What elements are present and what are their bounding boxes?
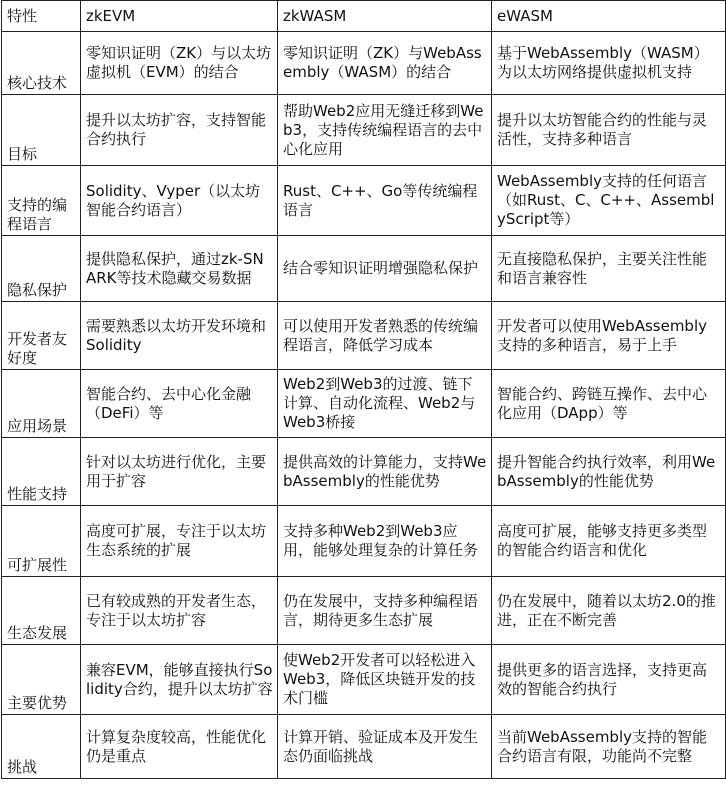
cell-zkevm: 提供隐私保护，通过zk-SNARK等技术隐藏交易数据	[81, 236, 278, 302]
cell-zkwasm: 支持多种Web2到Web3应用，能够处理复杂的计算任务	[278, 506, 492, 577]
cell-ewasm: 当前WebAssembly支持的智能合约语言有限，功能尚不完整	[492, 715, 726, 779]
cell-zkwasm: 结合零知识证明增强隐私保护	[278, 236, 492, 302]
cell-zkevm: 提升以太坊扩容，支持智能合约执行	[81, 95, 278, 166]
cell-zkwasm: 计算开销、验证成本及开发生态仍面临挑战	[278, 715, 492, 779]
cell-zkwasm: 仍在发展中，支持多种编程语言，期待更多生态扩展	[278, 577, 492, 645]
header-ewasm: eWASM	[492, 1, 726, 32]
cell-zkwasm: 帮助Web2应用无缝迁移到Web3，支持传统编程语言的去中心化应用	[278, 95, 492, 166]
row-label: 应用场景	[2, 370, 81, 438]
cell-zkevm: 智能合约、去中心化金融（DeFi）等	[81, 370, 278, 438]
table-row	[2, 370, 726, 438]
header-feature: 特性	[2, 1, 81, 32]
cell-zkwasm: 提供高效的计算能力，支持WebAssembly的性能优势	[278, 438, 492, 506]
header-zkwasm: zkWASM	[278, 1, 492, 32]
comparison-table	[1, 0, 726, 779]
table-row	[2, 166, 726, 236]
cell-zkwasm: Rust、C++、Go等传统编程语言	[278, 166, 492, 236]
cell-zkwasm: Web2到Web3的过渡、链下计算、自动化流程、Web2与Web3桥接	[278, 370, 492, 438]
cell-ewasm: 提供更多的语言选择，支持更高效的智能合约执行	[492, 645, 726, 715]
cell-ewasm: 无直接隐私保护，主要关注性能和语言兼容性	[492, 236, 726, 302]
cell-zkevm: 已有较成熟的开发者生态，专注于以太坊扩容	[81, 577, 278, 645]
table-row	[2, 715, 726, 779]
cell-zkwasm: 零知识证明（ZK）与WebAssembly（WASM）的结合	[278, 32, 492, 95]
table-row	[2, 32, 726, 95]
table-row	[2, 645, 726, 715]
table-row	[2, 506, 726, 577]
table-row	[2, 95, 726, 166]
cell-zkwasm: 可以使用开发者熟悉的传统编程语言，降低学习成本	[278, 302, 492, 370]
table-row	[2, 577, 726, 645]
cell-zkevm: 零知识证明（ZK）与以太坊虚拟机（EVM）的结合	[81, 32, 278, 95]
row-label: 开发者友好度	[2, 302, 81, 370]
row-label: 支持的编程语言	[2, 166, 81, 236]
row-label: 隐私保护	[2, 236, 81, 302]
table-row	[2, 236, 726, 302]
row-label: 核心技术	[2, 32, 81, 95]
cell-zkevm: 计算复杂度较高，性能优化仍是重点	[81, 715, 278, 779]
cell-zkevm: Solidity、Vyper（以太坊智能合约语言）	[81, 166, 278, 236]
cell-ewasm: 仍在发展中，随着以太坊2.0的推进，正在不断完善	[492, 577, 726, 645]
header-zkevm: zkEVM	[81, 1, 278, 32]
table-row	[2, 302, 726, 370]
cell-ewasm: 提升以太坊智能合约的性能与灵活性，支持多种语言	[492, 95, 726, 166]
cell-ewasm: 开发者可以使用WebAssembly支持的多种语言，易于上手	[492, 302, 726, 370]
cell-zkevm: 高度可扩展，专注于以太坊生态系统的扩展	[81, 506, 278, 577]
row-label: 可扩展性	[2, 506, 81, 577]
cell-zkevm: 针对以太坊进行优化，主要用于扩容	[81, 438, 278, 506]
cell-zkevm: 兼容EVM，能够直接执行Solidity合约，提升以太坊扩容	[81, 645, 278, 715]
cell-ewasm: WebAssembly支持的任何语言（如Rust、C、C++、AssemblyScript等）	[492, 166, 726, 236]
row-label: 生态发展	[2, 577, 81, 645]
row-label: 主要优势	[2, 645, 81, 715]
row-label: 目标	[2, 95, 81, 166]
row-label: 性能支持	[2, 438, 81, 506]
table-row	[2, 438, 726, 506]
cell-ewasm: 高度可扩展，能够支持更多类型的智能合约语言和优化	[492, 506, 726, 577]
header-row	[2, 1, 726, 32]
cell-zkevm: 需要熟悉以太坊开发环境和Solidity	[81, 302, 278, 370]
row-label: 挑战	[2, 715, 81, 779]
cell-zkwasm: 使Web2开发者可以轻松进入Web3，降低区块链开发的技术门槛	[278, 645, 492, 715]
cell-ewasm: 智能合约、跨链互操作、去中心化应用（DApp）等	[492, 370, 726, 438]
cell-ewasm: 提升智能合约执行效率，利用WebAssembly的性能优势	[492, 438, 726, 506]
cell-ewasm: 基于WebAssembly（WASM）为以太坊网络提供虚拟机支持	[492, 32, 726, 95]
